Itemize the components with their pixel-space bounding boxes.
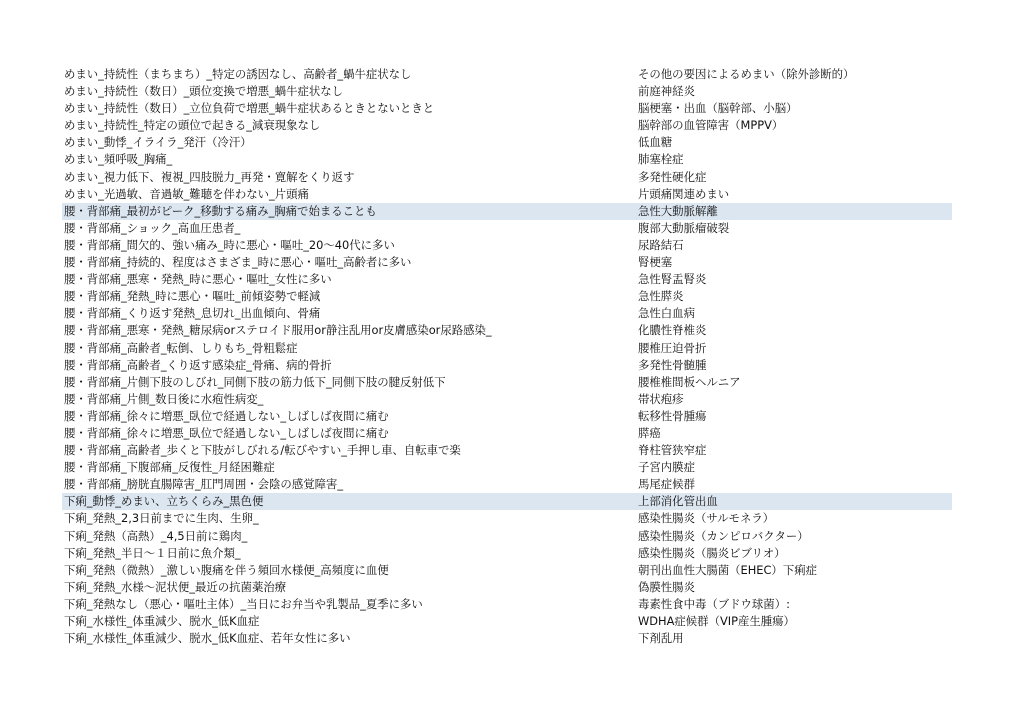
diagnosis-cell: 転移性骨腫瘍 [638,408,707,423]
diagnosis-cell: 偽膜性腸炎 [638,579,695,594]
symptom-cell: めまい_頻呼吸_胸痛_ [64,152,173,167]
diagnosis-cell: 多発性硬化症 [638,169,707,184]
diagnosis-cell: 馬尾症候群 [638,477,695,492]
symptom-cell: 下痢_発熱_水様～泥状便_最近の抗菌薬治療 [64,579,287,594]
table-row [62,271,952,288]
symptom-cell: 腰・背部痛_片側下肢のしびれ_同側下肢の筋力低下_同側下肢の腱反射低下 [64,374,446,389]
table-row [62,596,952,613]
symptom-cell: 腰・背部痛_発熱_時に悪心・嘔吐_前傾姿勢で軽減 [64,289,321,304]
diagnosis-cell: 化膿性脊椎炎 [638,323,707,338]
diagnosis-cell: 子宮内膜症 [638,460,695,475]
table-row [62,562,952,579]
symptom-cell: 腰・背部痛_間欠的、強い痛み_時に悪心・嘔吐_20～40代に多い [64,237,395,252]
diagnosis-cell: 急性白血病 [638,306,695,321]
diagnosis-cell: 前庭神経炎 [638,84,695,99]
table-row [62,151,952,168]
symptom-cell: 腰・背部痛_持続的、程度はさまざま_時に悪心・嘔吐_高齢者に多い [64,255,412,270]
symptom-cell: めまい_持続性（数日）_頭位変換で増悪_蝸牛症状なし [64,84,344,99]
diagnosis-cell: 上部消化管出血 [638,494,718,509]
symptom-cell: 腰・背部痛_くり返す発熱_息切れ_出血傾向、骨痛 [64,306,321,321]
diagnosis-cell: 帯状疱疹 [638,391,684,406]
symptom-cell: 腰・背部痛_高齢者_転倒、しりもち_骨粗鬆症 [64,340,298,355]
symptom-diagnosis-table [62,66,952,647]
symptom-cell: 下痢_発熱なし（悪心・嘔吐主体）_当日にお弁当や乳製品_夏季に多い [64,596,423,611]
diagnosis-cell: 尿路結石 [638,237,684,252]
table-row [62,579,952,596]
symptom-cell: 腰・背部痛_悪寒・発熱_糖尿病orステロイド服用or静注乱用or皮膚感染or尿路感染_ [64,323,492,338]
table-row [62,408,952,425]
table-row [62,391,952,408]
diagnosis-cell: 低血糖 [638,135,673,150]
table-row [62,254,952,271]
diagnosis-cell: 急性膵炎 [638,289,684,304]
table-row [62,186,952,203]
diagnosis-cell: 急性大動脈解離 [638,203,718,218]
symptom-cell: 下痢_動悸_めまい、立ちくらみ_黒色便 [64,494,264,509]
symptom-cell: 腰・背部痛_片側_数日後に水疱性病変_ [64,391,264,406]
table-row [62,169,952,186]
table-row [62,425,952,442]
symptom-cell: 腰・背部痛_徐々に増悪_臥位で経過しない_しばしば夜間に痛む [64,408,389,423]
symptom-cell: 下痢_水様性_体重減少、脱水_低K血症、若年女性に多い [64,631,351,646]
table-row [62,66,952,83]
diagnosis-cell: WDHA症候群（VIP産生腫瘍） [638,614,795,628]
table-row [62,117,952,134]
symptom-cell: めまい_持続性（数日）_立位負荷で増悪_蝸牛症状あるときとないときと [64,101,435,116]
table-row [62,203,952,220]
diagnosis-cell: 感染性腸炎（腸炎ビブリオ） [638,545,786,560]
symptom-cell: 下痢_発熱_半日～１日前に魚介類_ [64,545,241,560]
diagnosis-cell: 多発性骨髄腫 [638,357,707,372]
table-row [62,476,952,493]
table-row [62,134,952,151]
table-row [62,528,952,545]
table-row [62,630,952,647]
symptom-cell: 腰・背部痛_下腹部痛_反復性_月経困難症 [64,460,275,475]
symptom-cell: 下痢_発熱（微熱）_激しい腹痛を伴う頻回水様便_高頻度に血便 [64,562,389,577]
table-row [62,100,952,117]
symptom-cell: 腰・背部痛_ショック_高血圧患者_ [64,220,241,235]
diagnosis-cell: 肺塞栓症 [638,152,684,167]
table-row [62,83,952,100]
diagnosis-cell: 腎梗塞 [638,255,673,270]
table-row [62,493,952,510]
diagnosis-cell: 毒素性食中毒（ブドウ球菌）: [638,596,790,611]
table-row [62,545,952,562]
table-row [62,340,952,357]
diagnosis-cell: 脊柱管狭窄症 [638,443,707,458]
diagnosis-cell: 感染性腸炎（サルモネラ） [638,511,775,526]
diagnosis-cell: 脳梗塞・出血（脳幹部、小脳） [638,101,798,116]
diagnosis-cell: 片頭痛関連めまい [638,186,730,201]
diagnosis-cell: 腰椎椎間板ヘルニア [638,374,741,389]
diagnosis-cell: 腰椎圧迫骨折 [638,340,707,355]
diagnosis-cell: 膵癌 [638,425,661,440]
table-row [62,288,952,305]
symptom-cell: 腰・背部痛_膀胱直腸障害_肛門周囲・会陰の感覚障害_ [64,477,344,492]
table-row [62,305,952,322]
table-row [62,357,952,374]
table-row [62,322,952,339]
table-row [62,613,952,630]
table-row [62,237,952,254]
table-row [62,220,952,237]
symptom-cell: めまい_光過敏、音過敏_難聴を伴わない_片頭痛 [64,186,309,201]
symptom-cell: 腰・背部痛_最初がピーク_移動する痛み_胸痛で始まることも [64,203,377,218]
table-row [62,459,952,476]
symptom-cell: 腰・背部痛_悪寒・発熱_時に悪心・嘔吐_女性に多い [64,272,332,287]
table-row [62,442,952,459]
symptom-cell: めまい_持続性（まちまち）_特定の誘因なし、高齢者_蝸牛症状なし [64,67,412,81]
diagnosis-cell: 朝刊出血性大腸菌（EHEC）下痢症 [638,562,817,577]
symptom-cell: 下痢_発熱_2,3日前までに生肉、生卵_ [64,511,259,526]
diagnosis-cell: 脳幹部の血管障害（MPPV） [638,118,784,133]
table-row [62,510,952,527]
symptom-cell: 腰・背部痛_高齢者_くり返す感染症_骨痛、病的骨折 [64,357,332,372]
diagnosis-cell: 感染性腸炎（カンピロバクター） [638,528,809,543]
symptom-cell: 腰・背部痛_徐々に増悪_臥位で経過しない_しばしば夜間に痛む [64,425,389,440]
diagnosis-cell: その他の要因によるめまい（除外診断的） [638,67,855,81]
symptom-cell: 下痢_発熱（高熱）_4,5日前に鶏肉_ [64,528,248,543]
diagnosis-cell: 腹部大動脈瘤破裂 [638,220,730,235]
table-row [62,374,952,391]
symptom-cell: めまい_視力低下、複視_四肢脱力_再発・寛解をくり返す [64,169,355,184]
symptom-cell: 腰・背部痛_高齢者_歩くと下肢がしびれる/転びやすい_手押し車、自転車で楽 [64,443,461,458]
diagnosis-cell: 急性腎盂腎炎 [638,272,707,287]
symptom-cell: めまい_動悸_イライラ_発汗（冷汗） [64,135,252,150]
symptom-cell: 下痢_水様性_体重減少、脱水_低K血症 [64,614,260,628]
symptom-cell: めまい_持続性_特定の頭位で起きる_減衰現象なし [64,118,321,133]
diagnosis-cell: 下剤乱用 [638,631,684,646]
